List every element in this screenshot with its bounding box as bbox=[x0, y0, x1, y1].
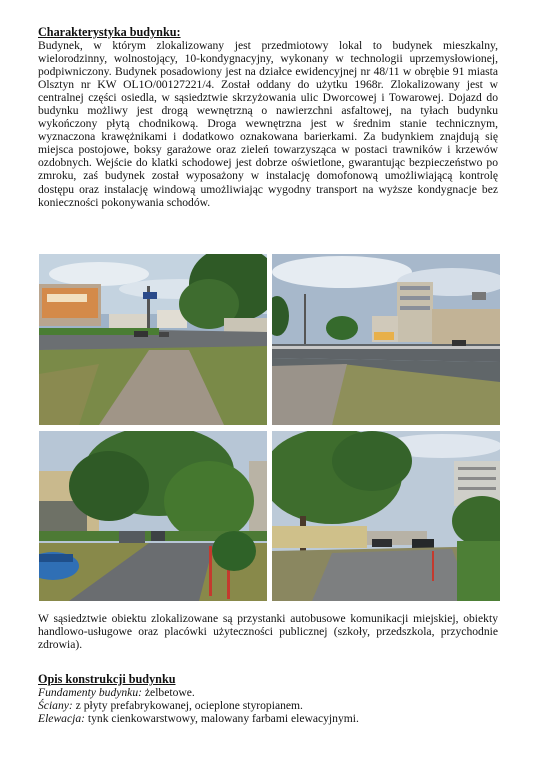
photo-tree-garages bbox=[272, 431, 500, 601]
elevation-value: tynk cienkowarstwowy, malowany farbami elewacyjnymi. bbox=[85, 712, 359, 726]
foundations-label: Fundamenty budynku: bbox=[38, 686, 142, 699]
section-heading: Charakterystyka budynku: bbox=[38, 25, 181, 39]
elevation-line bbox=[38, 712, 498, 725]
walls-value: z płyty prefabrykowanej, ocieplone styropianem. bbox=[72, 699, 303, 713]
foundations-value: żelbetowe. bbox=[142, 686, 195, 699]
building-characteristics-section bbox=[38, 26, 498, 209]
building-description-paragraph: Budynek, w którym zlokalizowany jest przedmiotowy lokal to budynek mieszkalny, wielorodzinny, wolnostojący, 10-kondygnacyjny, wykonany w technologii uprzemysłowionej, podpiwniczony. Budynek posadowiony jest na działce ewidencyjnej nr 48/11 w obrębie 91 miasta Olsztyn nr KW OL1O/00127221/4. Został oddany do użytku 1968r. Zlokalizowany jest w centralnej części osiedla, w sąsiedztwie skrzyżowania ulic Dworcowej i Towarowej. Dojazd do budynku możliwy jest drogą wewnętrzną o nawierzchni asfaltowej, na tyłach budynku wykończony płytą chodnikową. Droga wewnętrzna jest w średnim stanie technicznym, wyznaczona krawężnikami i dodatkowo oznakowana barierkami. Za budynkiem znajdują się miejsca postojowe, boksy garażowe oraz zieleń towarzysząca w postaci trawników i krzewów ozdobnych. Wejście do klatki schodowej jest dobrze oświetlone, gwarantując bezpieczeństwo po zmroku, zaś budynek został wyposażony w instalację domofonową umożliwiającą kontrolę dostępu oraz instalację windową umożliwiając wygodny transport na wyższe kondygnacje bez konieczności pokonywania schodów. bbox=[38, 39, 498, 209]
photo-intersection-tower bbox=[272, 254, 500, 425]
photo-street-billboard bbox=[39, 254, 267, 425]
photo-inner-road-parked-car bbox=[39, 431, 267, 601]
foundations-line bbox=[38, 686, 498, 699]
photo-grid bbox=[39, 254, 500, 601]
walls-label: Ściany: bbox=[38, 699, 73, 713]
elevation-label: Elewacja: bbox=[38, 712, 86, 726]
construction-heading: Opis konstrukcji budynku bbox=[38, 672, 176, 686]
neighborhood-section bbox=[38, 612, 498, 651]
walls-line bbox=[38, 699, 498, 712]
neighborhood-paragraph: W sąsiedztwie obiektu zlokalizowane są przystanki autobusowe komunikacji miejskiej, obiekty handlowo-usługowe oraz placówki użyteczności publicznej (szkoły, przedszkola, przychodnie zdrowia). bbox=[38, 612, 498, 652]
construction-section bbox=[38, 673, 498, 726]
